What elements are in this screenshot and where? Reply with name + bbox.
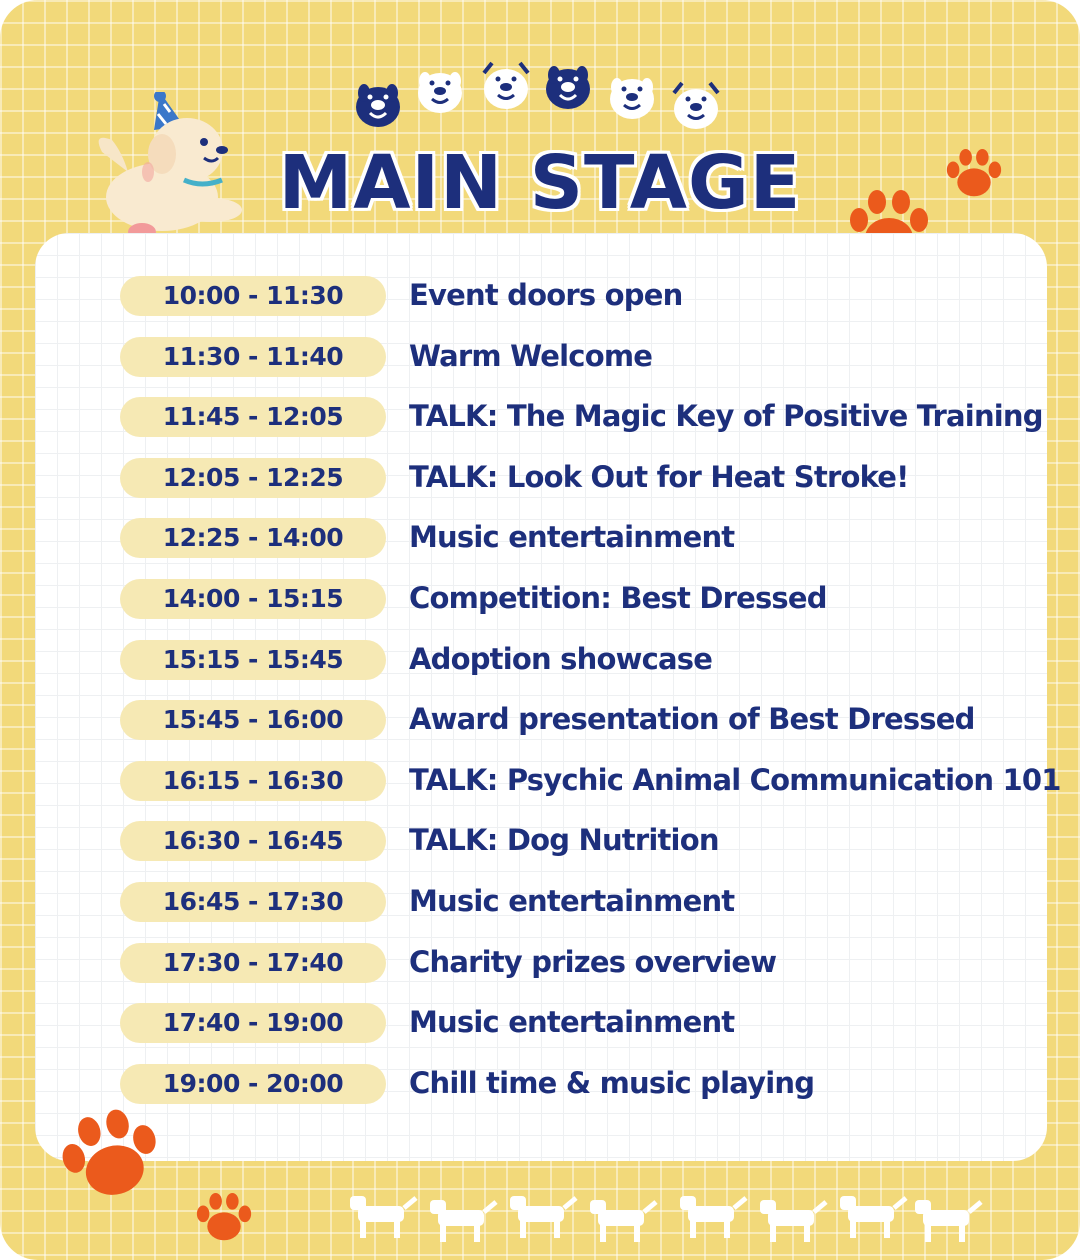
schedule-row [120, 575, 1020, 636]
event-title: TALK: Psychic Animal Communication 101 [409, 762, 1061, 797]
walking-dog-silhouette [680, 1196, 746, 1238]
event-title: Event doors open [409, 278, 683, 312]
walking-dog-silhouette [590, 1200, 656, 1242]
time-slot-badge: 10:00 - 11:30 [120, 276, 386, 316]
page-title: MAIN STAGE [278, 140, 802, 226]
walking-dogs-decoration [350, 1188, 990, 1244]
walking-dog-silhouette [350, 1196, 416, 1238]
schedule-list [120, 272, 1061, 1120]
paw-print-icon [55, 1100, 167, 1212]
schedule-row [120, 817, 1020, 878]
event-title: TALK: Dog Nutrition [409, 823, 719, 858]
schedule-row [120, 999, 1020, 1060]
time-slot-badge: 11:45 - 12:05 [120, 397, 386, 437]
time-slot-badge: 12:05 - 12:25 [120, 458, 386, 498]
time-slot-badge: 15:15 - 15:45 [120, 640, 386, 680]
schedule-row [120, 636, 1020, 697]
time-slot-badge: 17:40 - 19:00 [120, 1003, 386, 1043]
event-title: Adoption showcase [409, 641, 713, 676]
event-title: Chill time & music playing [409, 1065, 815, 1100]
event-title: Music entertainment [409, 883, 735, 918]
event-title: Music entertainment [409, 520, 735, 555]
time-slot-badge: 11:30 - 11:40 [120, 337, 386, 377]
walking-dog-silhouette [430, 1200, 496, 1242]
time-slot-badge: 16:15 - 16:30 [120, 761, 386, 801]
dog-face-icon [484, 63, 528, 109]
dog-face-icon [356, 84, 400, 127]
event-title: TALK: The Magic Key of Positive Training [409, 399, 1043, 434]
schedule-row [120, 393, 1043, 454]
schedule-row [120, 272, 1020, 333]
time-slot-badge: 14:00 - 15:15 [120, 579, 386, 619]
paw-print-icon [192, 1186, 256, 1250]
schedule-row [120, 454, 1020, 515]
time-slot-badge: 12:25 - 14:00 [120, 518, 386, 558]
walking-dog-silhouette [760, 1200, 826, 1242]
dog-face-icon [546, 66, 590, 109]
schedule-row [120, 333, 1020, 394]
time-slot-badge: 16:45 - 17:30 [120, 882, 386, 922]
dog-faces-decoration [340, 55, 740, 145]
event-title: Music entertainment [409, 1005, 735, 1040]
schedule-row [120, 1060, 1020, 1121]
event-title: Charity prizes overview [409, 944, 777, 979]
schedule-row [120, 878, 1020, 939]
time-slot-badge: 19:00 - 20:00 [120, 1064, 386, 1104]
dog-face-icon [418, 72, 462, 113]
event-title: Award presentation of Best Dressed [409, 702, 975, 737]
walking-dog-silhouette [840, 1196, 906, 1238]
time-slot-badge: 16:30 - 16:45 [120, 821, 386, 861]
dog-face-icon [674, 83, 718, 129]
event-title: TALK: Look Out for Heat Stroke! [409, 459, 909, 494]
event-title: Warm Welcome [409, 338, 653, 373]
schedule-row [120, 939, 1020, 1000]
schedule-row [120, 514, 1020, 575]
dog-face-icon [610, 78, 654, 119]
walking-dog-silhouette [915, 1200, 981, 1242]
schedule-row [120, 757, 1061, 818]
event-title: Competition: Best Dressed [409, 580, 827, 615]
walking-dog-silhouette [510, 1196, 576, 1238]
time-slot-badge: 15:45 - 16:00 [120, 700, 386, 740]
time-slot-badge: 17:30 - 17:40 [120, 943, 386, 983]
schedule-row [120, 696, 1020, 757]
paw-print-icon [942, 142, 1006, 206]
